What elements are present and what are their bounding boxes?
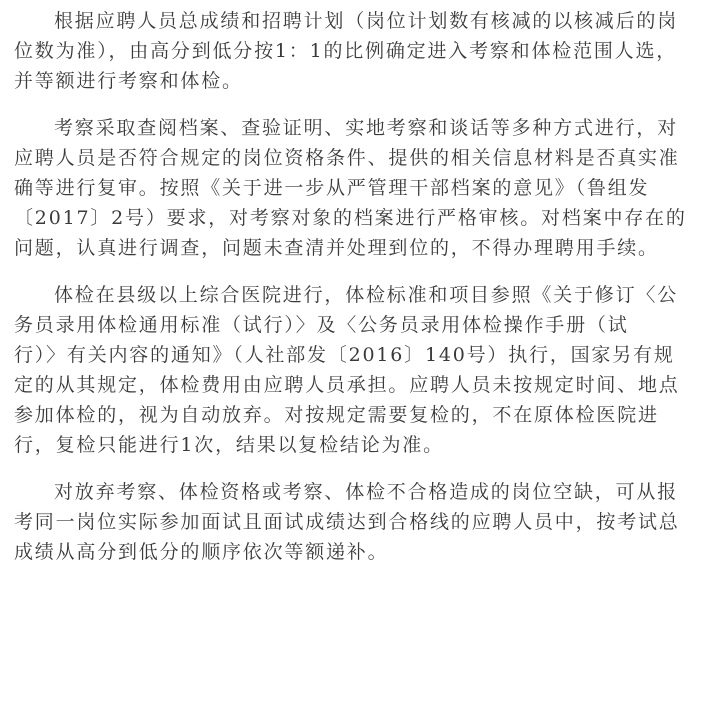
text-line: 并等额进行考察和体检。 <box>14 70 243 92</box>
text-line: 务员录用体检通用标准（试行）〉及〈公务员录用体检操作手册（试 <box>14 314 629 336</box>
paragraph-medical-exam <box>14 280 690 460</box>
text-line: 体检在县级以上综合医院进行，体检标准和项目参照《关于修订〈公 <box>54 284 679 306</box>
paragraph-spacer <box>14 263 690 280</box>
paragraph-spacer <box>14 96 690 113</box>
text-line: 考察采取查阅档案、查验证明、实地考察和谈话等多种方式进行，对 <box>54 117 679 139</box>
text-line: 确等进行复审。按照《关于进一步从严管理干部档案的意见》（鲁组发 <box>14 177 650 199</box>
text-line: 位数为准），由高分到低分按1：1的比例确定进入考察和体检范围人选， <box>14 40 678 62</box>
document-body <box>14 6 690 567</box>
text-line: 对放弃考察、体检资格或考察、体检不合格造成的岗位空缺，可从报 <box>54 481 679 503</box>
text-line: 参加体检的，视为自动放弃。对按规定需要复检的，不在原体检医院进 <box>14 404 659 426</box>
text-line: 定的从其规定，体检费用由应聘人员承担。应聘人员未按规定时间、地点 <box>14 374 680 396</box>
paragraph-selection-rule <box>14 6 690 96</box>
text-line: 〔2017〕2号）要求，对考察对象的档案进行严格审核。对档案中存在的 <box>14 207 687 229</box>
text-line: 行，复检只能进行1次，结果以复检结论为准。 <box>14 434 444 456</box>
text-line: 成绩从高分到低分的顺序依次等额递补。 <box>14 541 389 563</box>
text-line: 问题，认真进行调查，问题未查清并处理到位的，不得办理聘用手续。 <box>14 237 659 259</box>
text-line: 应聘人员是否符合规定的岗位资格条件、提供的相关信息材料是否真实准 <box>14 147 680 169</box>
paragraph-spacer <box>14 460 690 477</box>
text-line: 考同一岗位实际参加面试且面试成绩达到合格线的应聘人员中，按考试总 <box>14 511 680 533</box>
paragraph-vacancy-fill <box>14 477 690 567</box>
text-line: 根据应聘人员总成绩和招聘计划（岗位计划数有核减的以核减后的岗 <box>54 10 679 32</box>
paragraph-inspection <box>14 113 690 263</box>
text-line: 行）〉有关内容的通知》（人社部发〔2016〕140号）执行，国家另有规 <box>14 344 675 366</box>
